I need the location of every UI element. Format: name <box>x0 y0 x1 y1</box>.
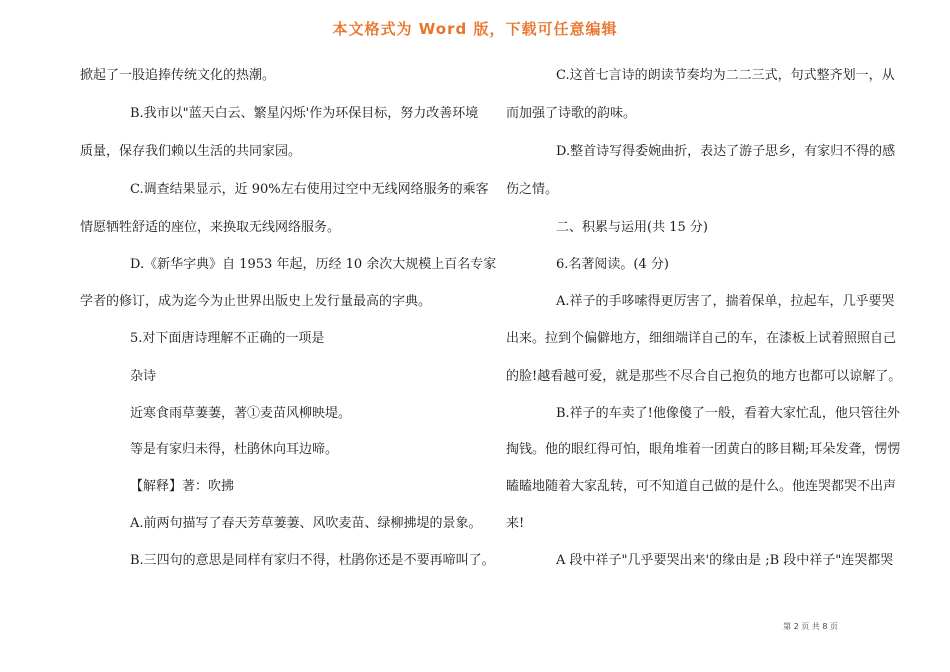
text-line: 掀起了一股追捧传统文化的热潮。 <box>80 68 276 83</box>
text-line: D.《新华字典》自 1953 年起，历经 10 余次大规模上百名专家 <box>130 257 497 272</box>
text-line: 瞌瞌地随着大家乱转，可不知道自己做的是什么。他连哭都哭不出声 <box>506 479 897 494</box>
poem-line-2: 等是有家归未得，杜鹃休向耳边啼。 <box>130 442 339 457</box>
page-number: 第 2 页 共 8 页 <box>783 622 838 631</box>
option-c: C.这首七言诗的朗读节奏均为二二三式，句式整齐划一，从 <box>556 68 895 83</box>
question-5-stem: 5.对下面唐诗理解不正确的一项是 <box>130 331 325 346</box>
text-line: 伤之情。 <box>506 182 559 197</box>
poem-annotation: 【解释】著：吹拂 <box>130 479 235 494</box>
text-line: 来! <box>506 516 525 531</box>
option-a: A.前两句描写了春天芳草萋萋、风吹麦苗、绿柳拂堤的景象。 <box>130 516 482 531</box>
option-b: B.三四句的意思是同样有家归不得，杜鹃你还是不要再啼叫了。 <box>130 553 495 568</box>
text-line: 情愿牺牲舒适的座位，来换取无线网络服务。 <box>80 220 341 235</box>
document-header-banner: 本文格式为 Word 版，下载可任意编辑 <box>332 20 618 38</box>
question-6-stem: 6.名著阅读。(4 分) <box>556 257 669 272</box>
text-line: 出来。拉到个偏僻地方，细细端详自己的车，在漆板上试着照照自己 <box>506 331 897 346</box>
text-line: 的脸!越看越可爱，就是那些不尽合自己抱负的地方也都可以谅解了。 <box>506 369 902 384</box>
text-line: 质量，保存我们赖以生活的共同家园。 <box>80 144 302 159</box>
text-line: 掏钱。他的眼红得可怕，眼角堆着一团黄白的眵目糊;耳朵发聋，愣愣 <box>506 442 901 457</box>
text-line: B.我市以"蓝天白云、繁星闪烁'作为环保目标，努力改善环境 <box>130 106 479 121</box>
poem-line-1: 近寒食雨草萋萋，著①麦苗风柳映堤。 <box>130 406 352 421</box>
section-heading: 二、积累与运用(共 15 分) <box>556 220 708 235</box>
text-line: 学者的修订，成为迄今为止世界出版史上发行量最高的字典。 <box>80 294 432 309</box>
question-6-prompt: A 段中祥子"几乎要哭出来'的缘由是 ;B 段中祥子"连哭都哭 <box>556 553 894 568</box>
text-line: C.调查结果显示，近 90%左右使用过空中无线网络服务的乘客 <box>130 182 489 197</box>
option-d: D.整首诗写得委婉曲折，表达了游子思乡，有家归不得的感 <box>556 144 896 159</box>
text-line: 而加强了诗歌的韵味。 <box>506 106 637 121</box>
poem-title: 杂诗 <box>130 369 157 384</box>
passage-b: B.祥子的车卖了!他像傻了一般，看着大家忙乱，他只管往外 <box>556 406 900 421</box>
passage-a: A.祥子的手哆嗦得更厉害了，揣着保单，拉起车，几乎要哭 <box>556 294 895 309</box>
